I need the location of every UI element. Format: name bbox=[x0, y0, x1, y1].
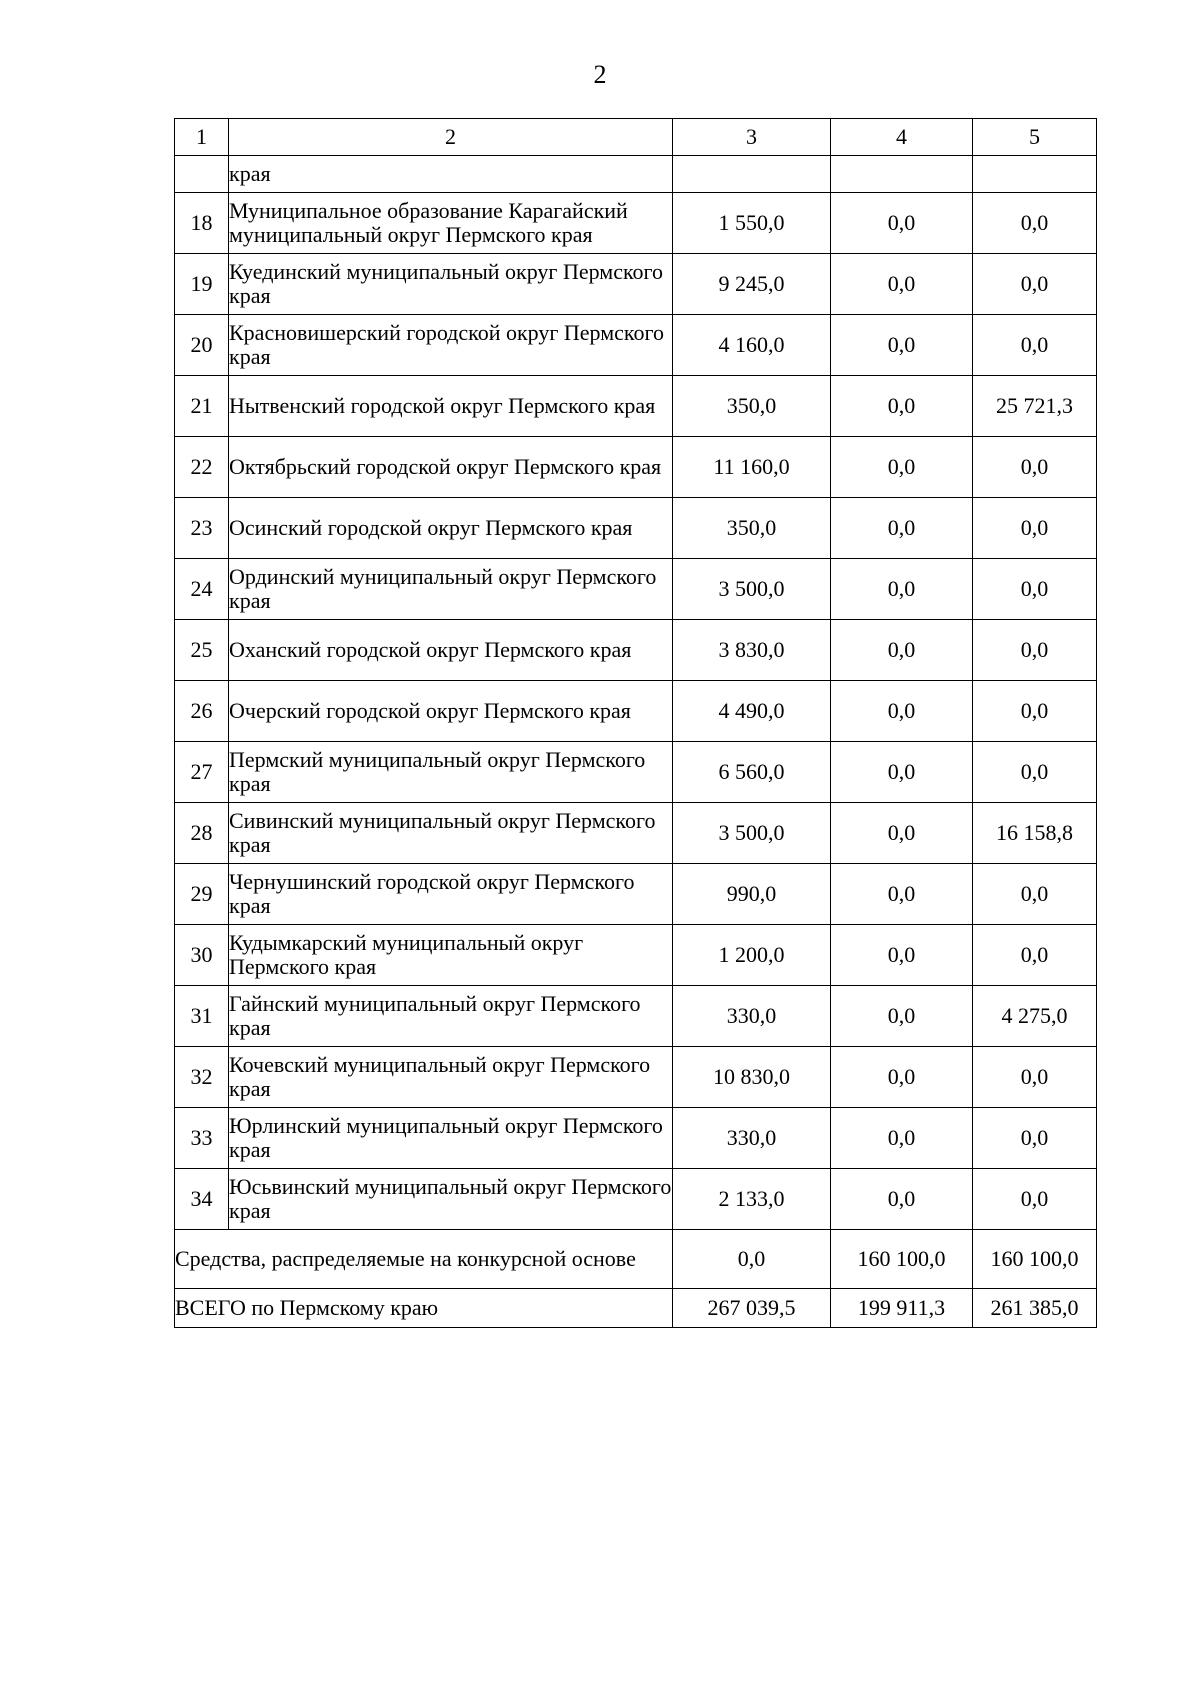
value-col-4: 0,0 bbox=[831, 1169, 973, 1230]
summary-v3: 0,0 bbox=[673, 1230, 831, 1289]
municipality-name: Муниципальное образование Карагайский муниципальный округ Пермского края bbox=[229, 193, 673, 254]
summary-v5: 261 385,0 bbox=[973, 1289, 1097, 1328]
header-col-4: 4 bbox=[831, 119, 973, 156]
row-number: 21 bbox=[175, 376, 229, 437]
value-col-4: 0,0 bbox=[831, 925, 973, 986]
summary-v4: 160 100,0 bbox=[831, 1230, 973, 1289]
table-row-20 bbox=[175, 315, 1097, 376]
value-col-5: 16 158,8 bbox=[973, 803, 1097, 864]
total-row bbox=[175, 1289, 1097, 1328]
value-col-3: 350,0 bbox=[673, 498, 831, 559]
table-row-25 bbox=[175, 620, 1097, 681]
value-col-3: 330,0 bbox=[673, 1108, 831, 1169]
table-body bbox=[175, 119, 1097, 1328]
value-col-4: 0,0 bbox=[831, 254, 973, 315]
competitive-row-label: Средства, распределяемые на конкурсной основе bbox=[175, 1230, 673, 1289]
value-col-5: 25 721,3 bbox=[973, 376, 1097, 437]
value-col-3: 350,0 bbox=[673, 376, 831, 437]
value-col-3: 1 200,0 bbox=[673, 925, 831, 986]
distribution-table bbox=[174, 118, 1097, 1328]
value-col-5: 0,0 bbox=[973, 1047, 1097, 1108]
row-number: 24 bbox=[175, 559, 229, 620]
value-col-4: 0,0 bbox=[831, 437, 973, 498]
value-col-5: 0,0 bbox=[973, 1108, 1097, 1169]
value-col-4: 0,0 bbox=[831, 193, 973, 254]
value-col-5: 0,0 bbox=[973, 681, 1097, 742]
header-row bbox=[175, 119, 1097, 156]
row-number: 31 bbox=[175, 986, 229, 1047]
table-row-27 bbox=[175, 742, 1097, 803]
table-row-22 bbox=[175, 437, 1097, 498]
value-col-4: 0,0 bbox=[831, 681, 973, 742]
value-col-5: 0,0 bbox=[973, 620, 1097, 681]
summary-v3: 267 039,5 bbox=[673, 1289, 831, 1328]
page-number: 2 bbox=[593, 60, 607, 89]
municipality-name: Осинский городской округ Пермского края bbox=[229, 498, 673, 559]
municipality-name: Сивинский муниципальный округ Пермского края bbox=[229, 803, 673, 864]
value-col-3: 4 490,0 bbox=[673, 681, 831, 742]
municipality-name: Нытвенский городской округ Пермского края bbox=[229, 376, 673, 437]
row-number: 22 bbox=[175, 437, 229, 498]
value-col-3: 9 245,0 bbox=[673, 254, 831, 315]
competitive-row bbox=[175, 1230, 1097, 1289]
continuation-v3-cell bbox=[673, 156, 831, 193]
municipality-name: Гайнский муниципальный округ Пермского края bbox=[229, 986, 673, 1047]
value-col-3: 3 500,0 bbox=[673, 559, 831, 620]
total-row-label: ВСЕГО по Пермскому краю bbox=[175, 1289, 673, 1328]
table-row-31 bbox=[175, 986, 1097, 1047]
value-col-5: 0,0 bbox=[973, 193, 1097, 254]
value-col-3: 4 160,0 bbox=[673, 315, 831, 376]
row-number: 20 bbox=[175, 315, 229, 376]
municipality-name: Очерский городской округ Пермского края bbox=[229, 681, 673, 742]
continuation-num-cell bbox=[175, 156, 229, 193]
row-number: 33 bbox=[175, 1108, 229, 1169]
row-number: 30 bbox=[175, 925, 229, 986]
value-col-5: 4 275,0 bbox=[973, 986, 1097, 1047]
municipality-name: Юсьвинский муниципальный округ Пермского края bbox=[229, 1169, 673, 1230]
row-number: 34 bbox=[175, 1169, 229, 1230]
municipality-name: Чернушинский городской округ Пермского края bbox=[229, 864, 673, 925]
value-col-4: 0,0 bbox=[831, 742, 973, 803]
value-col-3: 1 550,0 bbox=[673, 193, 831, 254]
row-number: 19 bbox=[175, 254, 229, 315]
municipality-name: Юрлинский муниципальный округ Пермского края bbox=[229, 1108, 673, 1169]
header-col-2: 2 bbox=[229, 119, 673, 156]
continuation-v5-cell bbox=[973, 156, 1097, 193]
municipality-name: Кудымкарский муниципальный округ Пермского края bbox=[229, 925, 673, 986]
summary-v5: 160 100,0 bbox=[973, 1230, 1097, 1289]
summary-v4: 199 911,3 bbox=[831, 1289, 973, 1328]
table-row-24 bbox=[175, 559, 1097, 620]
value-col-5: 0,0 bbox=[973, 254, 1097, 315]
value-col-5: 0,0 bbox=[973, 925, 1097, 986]
row-number: 25 bbox=[175, 620, 229, 681]
value-col-3: 6 560,0 bbox=[673, 742, 831, 803]
table-row-30 bbox=[175, 925, 1097, 986]
value-col-4: 0,0 bbox=[831, 1108, 973, 1169]
table-row-18 bbox=[175, 193, 1097, 254]
value-col-4: 0,0 bbox=[831, 986, 973, 1047]
row-number: 28 bbox=[175, 803, 229, 864]
table-row-29 bbox=[175, 864, 1097, 925]
row-number: 18 bbox=[175, 193, 229, 254]
table-row-21 bbox=[175, 376, 1097, 437]
table-row-33 bbox=[175, 1108, 1097, 1169]
value-col-4: 0,0 bbox=[831, 803, 973, 864]
continuation-row bbox=[175, 156, 1097, 193]
row-number: 32 bbox=[175, 1047, 229, 1108]
row-number: 23 bbox=[175, 498, 229, 559]
value-col-3: 11 160,0 bbox=[673, 437, 831, 498]
value-col-5: 0,0 bbox=[973, 437, 1097, 498]
row-number: 26 bbox=[175, 681, 229, 742]
value-col-5: 0,0 bbox=[973, 742, 1097, 803]
value-col-3: 3 500,0 bbox=[673, 803, 831, 864]
continuation-v4-cell bbox=[831, 156, 973, 193]
table-row-26 bbox=[175, 681, 1097, 742]
municipality-name: Октябрьский городской округ Пермского края bbox=[229, 437, 673, 498]
municipality-name: Пермский муниципальный округ Пермского края bbox=[229, 742, 673, 803]
value-col-4: 0,0 bbox=[831, 376, 973, 437]
row-number: 27 bbox=[175, 742, 229, 803]
table-row-19 bbox=[175, 254, 1097, 315]
value-col-5: 0,0 bbox=[973, 559, 1097, 620]
header-col-3: 3 bbox=[673, 119, 831, 156]
municipality-name: Красновишерский городской округ Пермского края bbox=[229, 315, 673, 376]
value-col-4: 0,0 bbox=[831, 1047, 973, 1108]
header-col-1: 1 bbox=[175, 119, 229, 156]
value-col-4: 0,0 bbox=[831, 315, 973, 376]
value-col-5: 0,0 bbox=[973, 864, 1097, 925]
municipality-name: Ординский муниципальный округ Пермского края bbox=[229, 559, 673, 620]
table-row-28 bbox=[175, 803, 1097, 864]
value-col-3: 330,0 bbox=[673, 986, 831, 1047]
table-row-23 bbox=[175, 498, 1097, 559]
table-row-34 bbox=[175, 1169, 1097, 1230]
value-col-5: 0,0 bbox=[973, 315, 1097, 376]
value-col-5: 0,0 bbox=[973, 1169, 1097, 1230]
value-col-3: 990,0 bbox=[673, 864, 831, 925]
value-col-4: 0,0 bbox=[831, 620, 973, 681]
value-col-4: 0,0 bbox=[831, 498, 973, 559]
table-row-32 bbox=[175, 1047, 1097, 1108]
row-number: 29 bbox=[175, 864, 229, 925]
continuation-text: края bbox=[229, 156, 673, 193]
value-col-3: 2 133,0 bbox=[673, 1169, 831, 1230]
value-col-4: 0,0 bbox=[831, 559, 973, 620]
municipality-name: Кочевский муниципальный округ Пермского края bbox=[229, 1047, 673, 1108]
municipality-name: Куединский муниципальный округ Пермского края bbox=[229, 254, 673, 315]
value-col-4: 0,0 bbox=[831, 864, 973, 925]
header-col-5: 5 bbox=[973, 119, 1097, 156]
value-col-3: 10 830,0 bbox=[673, 1047, 831, 1108]
value-col-3: 3 830,0 bbox=[673, 620, 831, 681]
municipality-name: Оханский городской округ Пермского края bbox=[229, 620, 673, 681]
value-col-5: 0,0 bbox=[973, 498, 1097, 559]
